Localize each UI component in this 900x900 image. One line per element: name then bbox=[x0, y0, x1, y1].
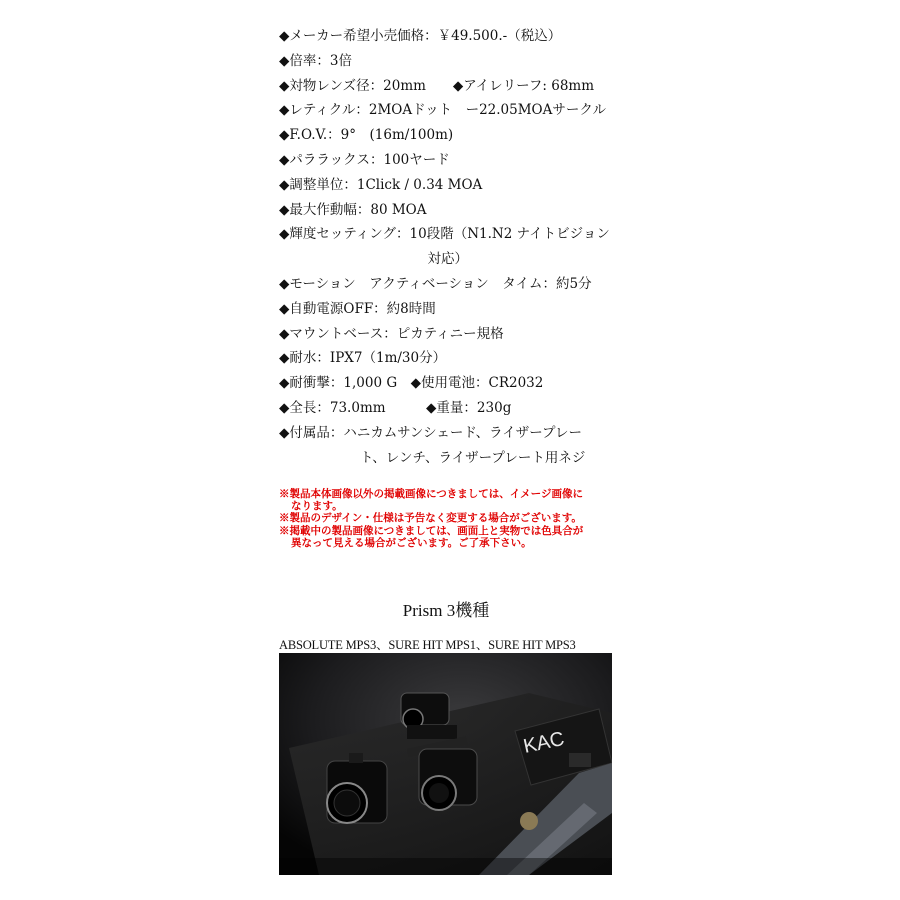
scope-middle bbox=[419, 749, 477, 810]
spec-line: ◆付属品：ハニカムサンシェード、ライザープレー bbox=[279, 424, 582, 441]
kac-logo: KAC bbox=[521, 727, 567, 758]
disclaimer-notes bbox=[279, 488, 639, 549]
spec-line: ト、レンチ、ライザープレート用ネジ bbox=[279, 449, 586, 466]
model-list: ABSOLUTE MPS3、SURE HIT MPS1、SURE HIT MPS3 bbox=[279, 638, 576, 652]
spec-line: ◆耐衝撃：1,000 G ◆使用電池：CR2032 bbox=[279, 375, 544, 392]
spec-line: ◆自動電源OFF：約8時間 bbox=[279, 300, 436, 317]
disclaimer-note-line: ※掲載中の製品画像につきましては、画面上と実物では色具合が bbox=[279, 524, 584, 537]
disclaimer-note-continuation: なります。 bbox=[291, 500, 343, 513]
scope-left bbox=[327, 753, 387, 823]
spec-line: ◆輝度セッティング：10段階（N1.N2 ナイトビジョン bbox=[279, 226, 610, 243]
product-photo-illustration bbox=[279, 653, 612, 875]
spec-line: ◆対物レンズ径：20mm ◆アイレリーフ: 68mm bbox=[279, 77, 595, 94]
section-title: Prism 3機種 bbox=[402, 601, 490, 620]
spec-line: ◆メーカー希望小売価格：￥49.500.-（税込） bbox=[279, 28, 562, 44]
spec-line: ◆最大作動幅：80 MOA bbox=[279, 201, 427, 218]
spec-line: ◆マウントベース：ピカティニー規格 bbox=[279, 325, 504, 342]
disclaimer-note-line: ※製品のデザイン・仕様は予告なく変更する場合がございます。 bbox=[279, 512, 582, 525]
product-photo bbox=[279, 653, 612, 875]
disclaimer-note bbox=[279, 488, 639, 512]
disclaimer-note bbox=[279, 525, 639, 549]
spec-line: ◆F.O.V.：9° (16m/100m) bbox=[279, 127, 454, 144]
disclaimer-note bbox=[279, 512, 639, 524]
spec-line: ◆倍率：3倍 bbox=[279, 52, 352, 69]
disclaimer-note-line: ※製品本体画像以外の掲載画像につきましては、イメージ画像に bbox=[279, 488, 583, 500]
spec-line: ◆パララックス：100ヤード bbox=[279, 151, 450, 168]
spec-line: ◆耐水：IPX7（1m/30分） bbox=[279, 350, 447, 367]
spec-line: ◆レティクル：2MOAドット ー22.05MOAサークル bbox=[279, 102, 606, 119]
spec-line: ◆モーション アクティベーション タイム：約5分 bbox=[279, 275, 592, 292]
spec-line: 対応） bbox=[279, 251, 468, 268]
spec-list bbox=[279, 24, 639, 470]
spec-line: ◆調整単位：1Click / 0.34 MOA bbox=[279, 176, 483, 193]
disclaimer-note-continuation: 異なって見える場合がございます。ご了承下さい。 bbox=[291, 536, 532, 549]
spec-line: ◆全長：73.0mm ◆重量：230g bbox=[279, 399, 512, 416]
